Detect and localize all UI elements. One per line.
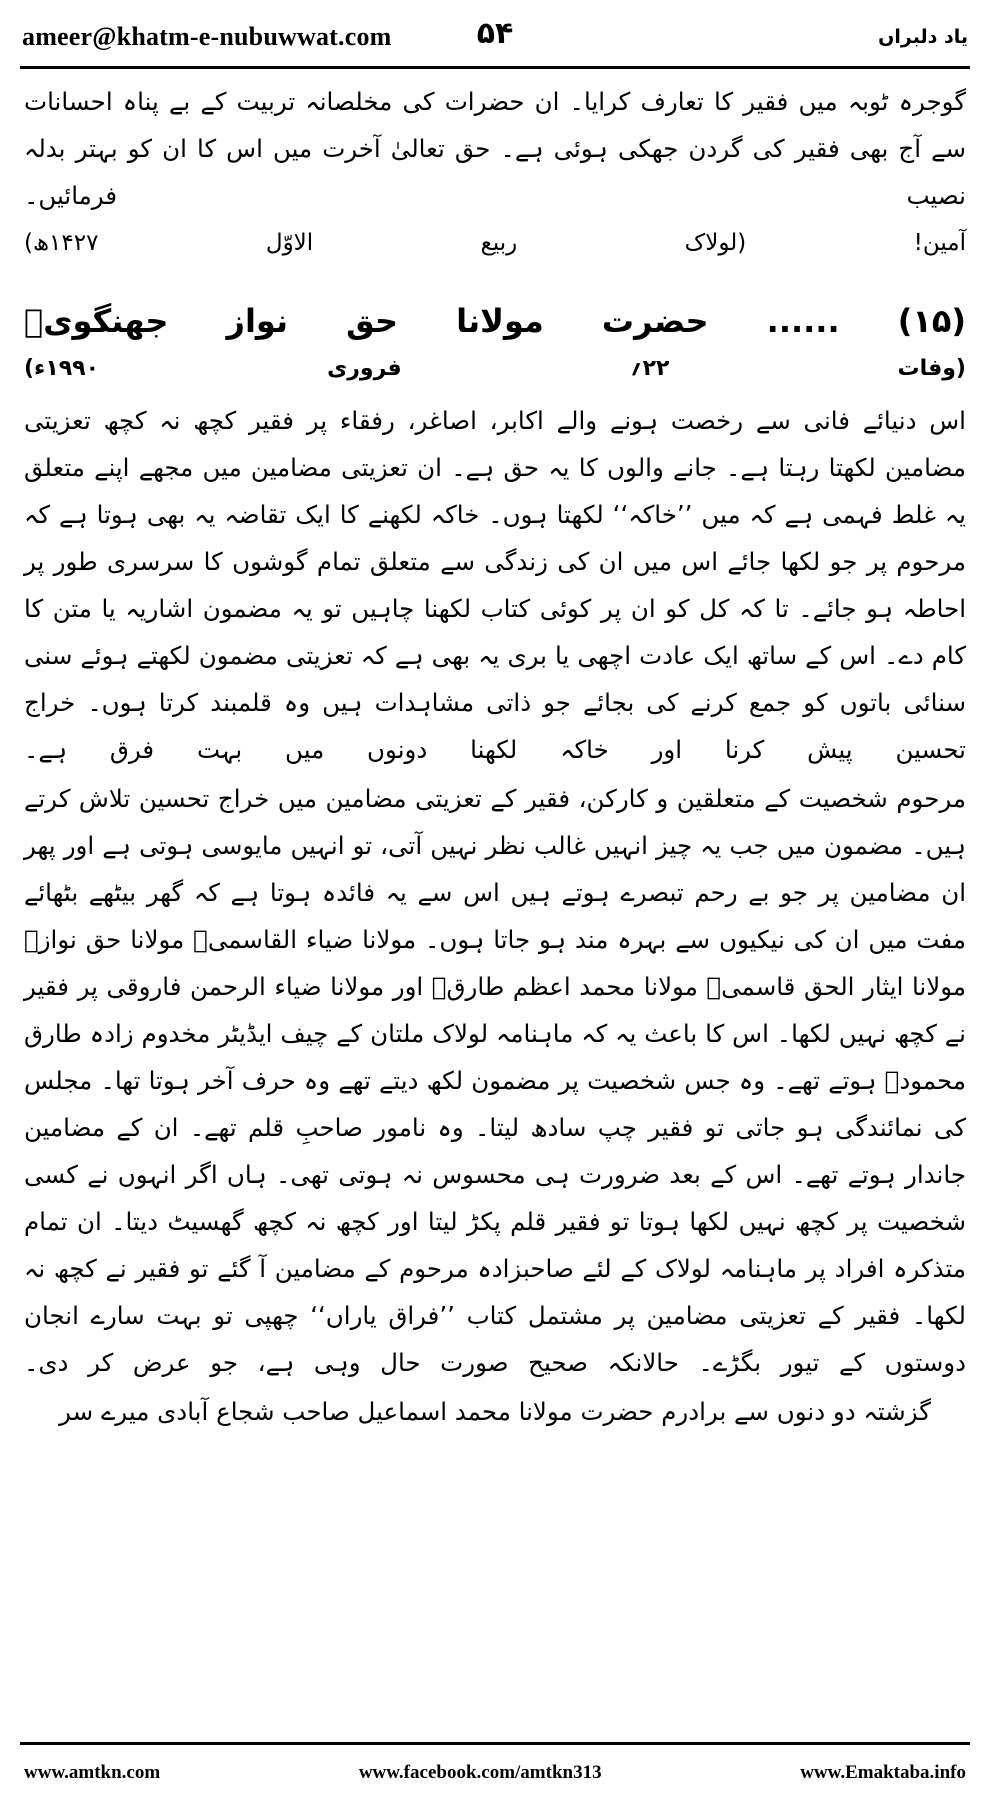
page-footer [24, 1762, 966, 1784]
book-title: یاد دلبراں [878, 26, 968, 48]
paragraph-3: گزشتہ دو دنوں سے برادرم حضرت مولانا محمد اسماعیل صاحب شجاع آبادی میرے سر [59, 1397, 931, 1426]
footer-link-facebook[interactable]: www.facebook.com/amtkn313 [358, 1762, 602, 1783]
section-heading [24, 295, 966, 389]
page-content [24, 78, 966, 1725]
header-email: ameer@khatm-e-nubuwwat.com [22, 22, 392, 51]
paragraph-1: اس دنیائے فانی سے رخصت ہونے والے اکابر، اصاغر، رفقاء پر فقیر کچھ نہ کچھ تعزیتی مضامین لکھتا رہتا ہے۔ جانے والوں کا یہ حق ہے۔ ان تعزیتی مضامین میں مجھے اپنے متعلق یہ غلط فہمی ہے کہ میں ’’خاکہ‘‘ لکھتا ہوں۔ خاکہ لکھنے کا ایک تقاضہ یہ بھی ہوتا ہے کہ مرحوم پر جو لکھا جائے اس میں ان کی زندگی سے متعلق تمام گوشوں کا سرسری طور پر احاطہ ہو جائے۔ تا کہ کل کو ان پر کوئی کتاب لکھنا چاہیں تو یہ مضمون اشاریہ یا متن کا کام دے۔ اس کے ساتھ ایک عادت اچھی یا بری یہ بھی ہے کہ تعزیتی مضمون لکھتے ہوئے سنی سنائی باتوں کو جمع کرنے کی بجائے جو ذاتی مشاہدات ہیں وہ قلمبند کرتا ہوں۔ خراج تحسین پیش کرنا اور خاکہ لکھنا دونوں میں بہت فرق ہے۔ [24, 406, 966, 764]
paragraph-intro: گوجرہ ٹوبہ میں فقیر کا تعارف کرایا۔ ان حضرات کی مخلصانہ تربیت کے بے پناہ احسانات سے آج بھی فقیر کی گردن جھکی ہوئی ہے۔ حق تعالیٰ آخرت میں اس کا ان کو بہتر بدلہ نصیب فرمائیں۔ [24, 87, 966, 210]
paragraph-2: مرحوم شخصیت کے متعلقین و کارکن، فقیر کے تعزیتی مضامین میں خراج تحسین تلاش کرتے ہیں۔ مضمون میں جب یہ چیز انہیں غالب نظر نہیں آتی، تو انہیں مایوسی ہوتی ہے اور پھر ان مضامین پر جو بے رحم تبصرے ہوتے ہیں اس سے یہ فائدہ ہوتا ہے کہ گھر بیٹھے بٹھائے مفت میں ان کی نیکیوں سے بہرہ مند ہو جاتا ہوں۔ مولانا ضیاء القاسمیؒ مولانا حق نوازؒ مولانا ایثار الحق قاسمیؒ مولانا محمد اعظم طارقؒ اور مولانا ضیاء الرحمن فاروقی پر فقیر نے کچھ نہیں لکھا۔ اس کا باعث یہ کہ ماہنامہ لولاک ملتان کے چیف ایڈیٹر مخدوم زادہ طارق محمودؒ ہوتے تھے۔ وہ جس شخصیت پر مضمون لکھ دیتے تھے وہ حرف آخر ہوتا تھا۔ مجلس کی نمائندگی ہو جاتی تو فقیر چپ سادھ لیتا۔ وہ نامور صاحبِ قلم تھے۔ ان کے مضامین جاندار ہوتے تھے۔ اس کے بعد ضرورت ہی محسوس نہ ہوتی تھی۔ ہاں اگر انہوں نے کسی شخصیت پر کچھ نہیں لکھا ہوتا تو فقیر قلم پکڑ لیتا اور کچھ نہ کچھ گھسیٹ دیتا۔ ان تمام متذکرہ افراد پر ماہنامہ لولاک کے لئے صاحبزادہ مرحوم کے مضامین آ گئے تو فقیر نے کچھ نہ لکھا۔ فقیر کے تعزیتی مضامین پر مشتمل کتاب ’’فراق یاراں‘‘ چھپی تو بہت سارے انجان دوستوں کے تیور بگڑے۔ حالانکہ صحیح صورت حال وہی ہے، جو عرض کر دی۔ [24, 784, 966, 1377]
footer-link-emaktaba[interactable]: www.Emaktaba.info [800, 1762, 966, 1783]
paragraph-intro-closing: آمین! (لولاک ربیع الاوّل ۱۴۲۷ھ) [24, 230, 966, 256]
footer-divider [20, 1742, 970, 1745]
section-heading-title: (۱۵) ...... حضرت مولانا حق نواز جھنگویؒ [24, 302, 966, 340]
page-header [22, 14, 968, 60]
section-heading-subtitle: (وفات ۲۲؍ فروری ۱۹۹۰ء) [24, 356, 966, 381]
page-number: ۵۴ [476, 16, 514, 51]
body-text [24, 397, 966, 1435]
footer-link-website[interactable]: www.amtkn.com [24, 1762, 161, 1783]
header-divider [20, 66, 970, 69]
